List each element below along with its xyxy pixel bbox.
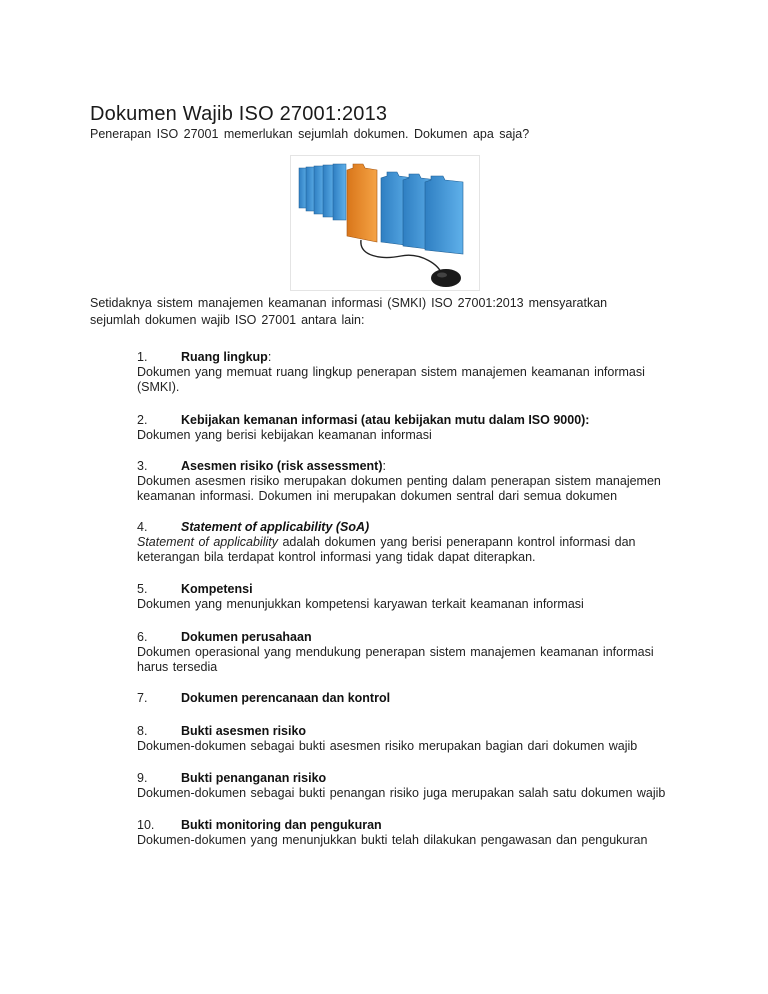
list-item (137, 691, 677, 706)
item-heading: Kebijakan kemanan informasi (atau kebijakan mutu dalam ISO 9000): (181, 413, 590, 427)
item-description: Dokumen yang memuat ruang lingkup penerapan sistem manajemen keamanan informasi (SMKI). (137, 365, 645, 394)
item-number: 1. (137, 350, 148, 364)
page-subtitle: Penerapan ISO 27001 memerlukan sejumlah dokumen. Dokumen apa saja? (90, 127, 530, 141)
item-heading: Ruang lingkup (181, 350, 268, 364)
item-heading: Bukti asesmen risiko (181, 724, 307, 738)
item-description-italic: Statement of applicability (137, 535, 278, 549)
item-number: 3. (137, 459, 148, 473)
item-number: 4. (137, 520, 148, 534)
item-description (137, 535, 677, 565)
item-description: Dokumen-dokumen yang menunjukkan bukti telah dilakukan pengawasan dan pengukuran (137, 833, 648, 847)
folder-orange (347, 164, 377, 242)
item-heading: Bukti monitoring dan pengukuran (181, 818, 382, 832)
item-number: 8. (137, 724, 148, 738)
folder-row-back (299, 164, 346, 220)
list-item (137, 724, 677, 754)
item-heading: Bukti penanganan risiko (181, 771, 327, 785)
item-description: Dokumen-dokumen sebagai bukti asesmen risiko merupakan bagian dari dokumen wajib (137, 739, 638, 753)
item-description: Dokumen-dokumen sebagai bukti penangan risiko juga merupakan salah satu dokumen wajib (137, 786, 666, 800)
list-item (137, 520, 677, 565)
item-description: Dokumen yang berisi kebijakan keamanan informasi (137, 428, 432, 442)
folders-illustration (291, 156, 479, 290)
item-heading-suffix: : (267, 350, 272, 364)
item-number: 5. (137, 582, 148, 596)
item-description-text: adalah dokumen yang berisi penerapann kontrol informasi dan keterangan bila terdapat kontrol informasi yang tidak dapat diterapkan. (137, 535, 636, 564)
mouse-icon (431, 269, 461, 287)
list-item (137, 459, 677, 504)
item-description: Dokumen asesmen risiko merupakan dokumen penting dalam penerapan sistem manajemen keamanan informasi. Dokumen ini merupakan dokumen sentral dari semua dokumen (137, 474, 661, 503)
list-item (137, 350, 677, 395)
intro-paragraph: Setidaknya sistem manajemen keamanan informasi (SMKI) ISO 27001:2013 mensyaratkan sejumlah dokumen wajib ISO 27001 antara lain: (90, 296, 608, 327)
list-item (137, 413, 677, 443)
folders-mouse-image (290, 155, 480, 291)
item-number: 7. (137, 691, 148, 705)
item-number: 6. (137, 630, 148, 644)
item-heading: Statement of applicability (SoA) (181, 520, 370, 534)
item-heading: Dokumen perusahaan (181, 630, 312, 644)
item-description: Dokumen operasional yang mendukung penerapan sistem manajemen keamanan informasi harus tersedia (137, 645, 654, 674)
list-item (137, 818, 677, 848)
item-number: 10. (137, 818, 155, 832)
item-number: 9. (137, 771, 148, 785)
page-title: Dokumen Wajib ISO 27001:2013 (90, 103, 388, 125)
item-heading: Kompetensi (181, 582, 253, 596)
item-heading-suffix: : (382, 459, 386, 473)
list-item (137, 630, 677, 675)
list-item (137, 771, 677, 801)
folder-row-front (381, 172, 463, 254)
item-number: 2. (137, 413, 148, 427)
item-description: Dokumen yang menunjukkan kompetensi karyawan terkait keamanan informasi (137, 597, 584, 611)
list-item (137, 582, 677, 612)
item-heading: Dokumen perencanaan dan kontrol (181, 691, 391, 705)
item-heading: Asesmen risiko (risk assessment) (181, 459, 383, 473)
